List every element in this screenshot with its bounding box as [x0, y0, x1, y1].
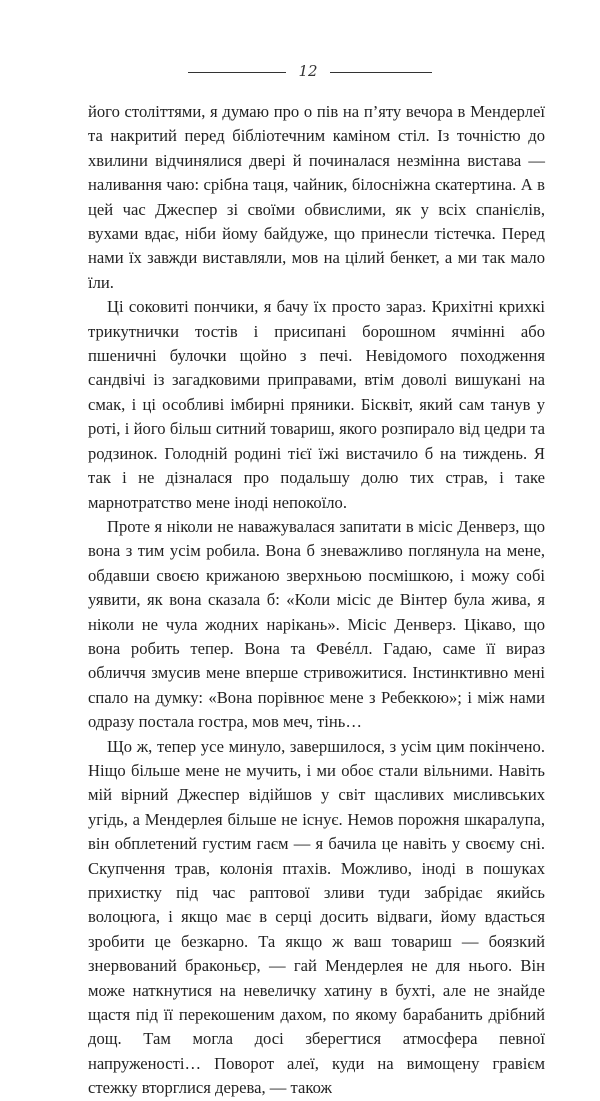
- header-rule-left: [188, 72, 286, 73]
- paragraph-3: Проте я ніколи не наважувалася запитати в місіс Денверз, що вона з тим усім робила. Вона б зневажливо поглянула на мене, обдавши своєю крижаною зверхньою посмішкою, і можу собі уявити, як вона сказала б: «Коли місіс де Вінтер була жива, я ніколи не чула жодних нарікань». Місіс Денверз. Цікаво, що вона робить тепер. Вона та Февéлл. Гадаю, саме її вираз обличчя змусив мене вперше стривожитися. Інстинктивно мені спало на думку: «Вона порівнює мене з Ребеккою»; і між нами одразу постала гостра, мов меч, тінь…: [88, 516, 545, 732]
- body-text: [88, 100, 545, 1101]
- page-header: [0, 60, 600, 86]
- paragraph-4: Що ж, тепер усе минуло, завершилося, з усім цим покінчено. Ніщо більше мене не мучить, і ми обоє стали вільними. Навіть мій вірний Джеспер відійшов у світ щасливих мисливських угідь, а Мендерлея більше не існує. Немов порожня шкаралупа, він обплетений густим гаєм — я бачила це навіть у своєму сні. Скупчення трав, колонія птахів. Можливо, іноді в пошуках прихистку під час раптової зливи туди забрідає якийсь волоцюга, і якщо має в серці досить відваги, йому вдасться зробити це безкарно. Та якщо ж ваш товариш — боязкий знервований браконьєр, — гай Мендерлея не для нього. Він може наткнутися на невеличку хатину в бухті, але не знайде щастя під її перекошеним дахом, по якому барабанить дрібний дощ. Там могла досі зберегтися атмосфера певної напруженості… Поворот алеї, куди на вимощену гравієм стежку вторглися дерева, — також: [88, 736, 545, 1098]
- paragraph-1: його століттями, я думаю про о пів на п’яту вечора в Мендерлеї та накритий перед бібліотечним каміном стіл. Із точністю до хвилини відчинялися двері й починалася незмінна вистава — наливання чаю: срібна таця, чайник, білосніжна скатертина. А в цей час Джеспер зі своїми обвислими, як у всіх спанієлів, вухами вдає, ніби йому байдуже, що принесли тістечка. Перед нами їх завжди виставляли, мов на цілий бенкет, а ми так мало їли.: [88, 102, 545, 292]
- header-rule-right: [330, 72, 432, 73]
- paragraph-2: Ці соковиті пончики, я бачу їх просто зараз. Крихітні крихкі трикутнички тостів і присипані борошном ячмінні або пшеничні булочки щойно з печі. Невідомого походження сандвічі із загадковими приправами, втім доволі вишукані на смак, і ці особливі імбирні пряники. Бісквіт, який сам танув у роті, і його більш ситний товариш, якого розпирало від цедри та родзинок. Голодній родині тієї їжі вистачило б на тиждень. Я так і не дізналася про подальшу долю тих страв, і таке марнотратство мене іноді непокоїло.: [88, 297, 545, 512]
- page-number: 12: [298, 62, 318, 80]
